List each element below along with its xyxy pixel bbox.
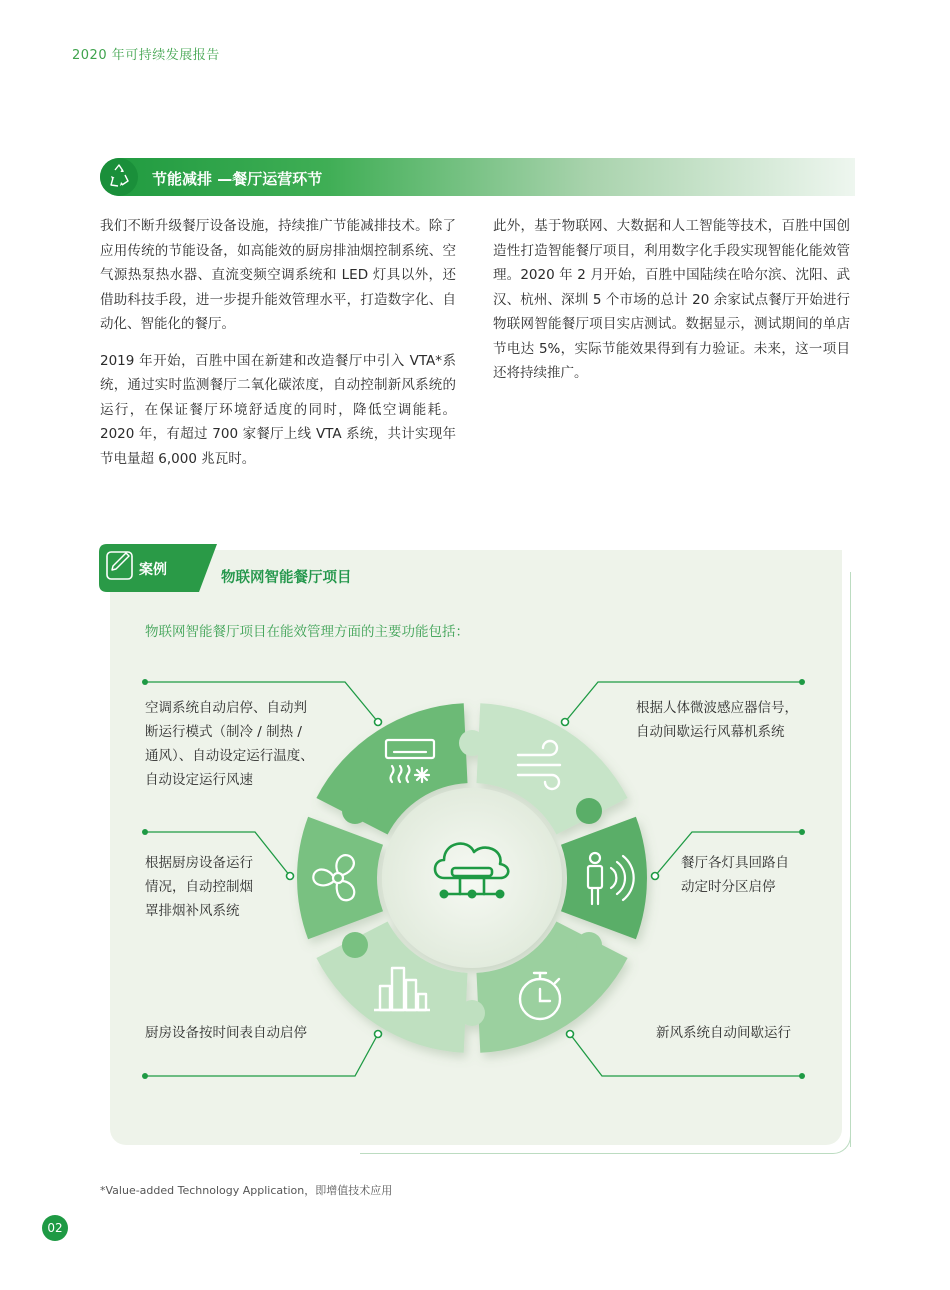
left-column xyxy=(100,214,456,483)
panel-border xyxy=(828,1125,851,1154)
right-column xyxy=(493,214,850,398)
pencil-note-icon xyxy=(107,552,135,582)
feature-lighting: 餐厅各灯具回路自动定时分区启停 xyxy=(681,855,789,895)
section-title: 节能减排 —餐厅运营环节 xyxy=(152,170,323,188)
feature-air-curtain: 根据人体微波感应器信号，自动间歇运行风幕机系统 xyxy=(636,700,798,740)
case-intro: 物联网智能餐厅项目在能效管理方面的主要功能包括： xyxy=(145,624,469,640)
footnote: *Value-added Technology Application，即增值技术应用 xyxy=(100,1184,393,1197)
feature-exhaust: 根据厨房设备运行情况，自动控制烟罩排烟补风系统 xyxy=(145,855,253,919)
recycle-icon xyxy=(100,158,138,196)
left-paragraph-1: 我们不断升级餐厅设备设施，持续推广节能减排技术。除了应用传统的节能设备，如高能效的厨房排油烟控制系统、空气源热泵热水器、直流变频空调系统和 LED 灯具以外，还借助科技手段，进一步提升能效管理水平，打造数字化、自动化、智能化的餐厅。 xyxy=(100,218,456,332)
right-paragraph-1: 此外，基于物联网、大数据和人工智能等技术，百胜中国创造性打造智能餐厅项目，利用数字化手段实现智能化能效管理。2020 年 2 月开始，百胜中国陆续在哈尔滨、沈阳、武汉、杭州、深圳 5 个市场的总计 20 余家试点餐厅开始进行物联网智能餐厅项目实店测试。数据显示，测试期间的单店节电达 5%，实际节能效果得到有力验证。未来，这一项目还将持续推广。 xyxy=(493,218,850,381)
report-header-title: 2020 年可持续发展报告 xyxy=(72,48,220,63)
case-label: 案例 xyxy=(139,562,167,578)
page-number: 02 xyxy=(42,1215,68,1241)
segment-fan xyxy=(297,817,383,940)
case-title: 物联网智能餐厅项目 xyxy=(221,570,352,586)
feature-kitchen-schedule: 厨房设备按时间表自动启停 xyxy=(145,1025,307,1041)
feature-ac: 空调系统自动启停、自动判断运行模式（制冷 / 制热 / 通风）、自动设定运行温度、自动设定运行风速 xyxy=(145,700,314,788)
left-paragraph-2: 2019 年开始，百胜中国在新建和改造餐厅中引入 VTA*系统，通过实时监测餐厅二氧化碳浓度，自动控制新风系统的运行，在保证餐厅环境舒适度的同时，降低空调能耗。2020 年，有超过 700 家餐厅上线 VTA 系统，共计实现年节电量超 6,000 兆瓦时。 xyxy=(100,352,456,467)
panel-border xyxy=(850,572,851,1147)
feature-fresh-air: 新风系统自动间歇运行 xyxy=(656,1025,791,1041)
panel-border xyxy=(360,1153,830,1154)
